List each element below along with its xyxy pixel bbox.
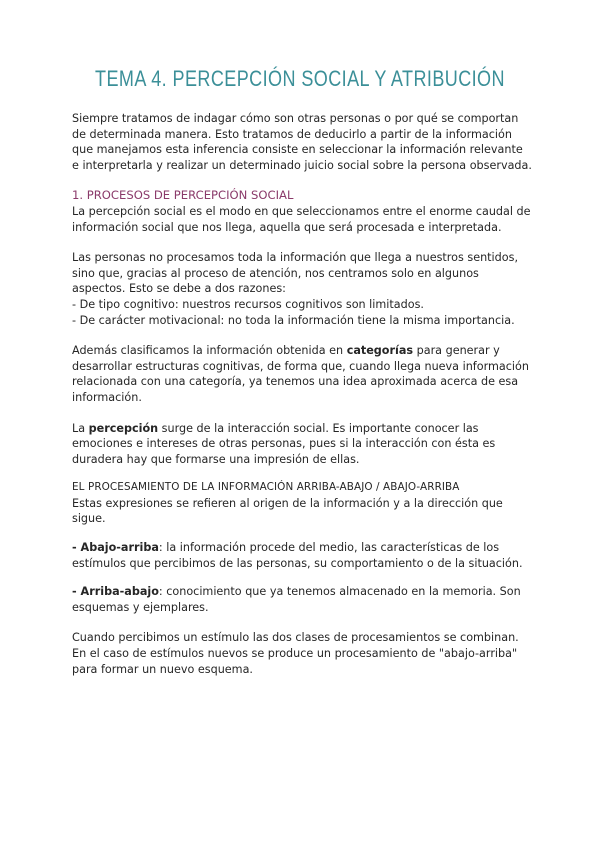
paragraph-origin: Estas expresiones se refieren al origen de la información y a la dirección que sigue. xyxy=(72,496,503,526)
reason-motivational: - De carácter motivacional: no toda la información tiene la misma importancia. xyxy=(72,313,515,327)
paragraph-definition: La percepción social es el modo en que seleccionamos entre el enorme caudal de información social que nos llega, aquella que será procesada e interpretada. xyxy=(72,204,531,234)
reason-cognitive: - De tipo cognitivo: nuestros recursos cognitivos son limitados. xyxy=(72,297,424,311)
paragraph-new-stimuli: En el caso de estímulos nuevos se produce un procesamiento de "abajo-arriba" para formar un nuevo esquema. xyxy=(72,647,518,676)
paragraph-categories: Además clasificamos la información obtenida en categorías para generar y desarrollar estructuras cognitivas, de forma que, cuando llega nueva información relacionada con una categoría, ya tenemos una idea aproximada acerca de esa información. xyxy=(72,344,529,404)
paragraph-combination: Cuando percibimos un estímulo las dos clases de procesamientos se combinan. xyxy=(72,631,519,645)
section-heading-perception: 1. PROCESOS DE PERCEPCIÓN SOCIAL xyxy=(72,188,294,203)
paragraph-attention: Las personas no procesamos toda la información que llega a nuestros sentidos, sino que, gracias al proceso de atención, nos centramos solo en algunos aspectos. Esto se debe a dos razones: xyxy=(72,251,518,296)
item-top-down: - Arriba-abajo: conocimiento que ya tenemos almacenado en la memoria. Son esquemas y ejemplares. xyxy=(72,585,521,614)
item-bottom-up: - Abajo-arriba: la información procede del medio, las características de los estímulos que percibimos de las personas, su comportamiento o de la situación. xyxy=(72,541,523,570)
intro-paragraph: Siempre tratamos de indagar cómo son otras personas o por qué se comportan de determinada manera. Esto tratamos de deducirlo a partir de la información que manejamos esta inferencia consiste en seleccionar la información relevante e interpretarla y realizar un determinado juicio social sobre la persona observada. xyxy=(72,112,532,172)
document-body xyxy=(72,111,532,677)
term-categorias: categorías xyxy=(346,344,414,358)
term-percepcion: percepción xyxy=(88,421,159,435)
section-heading-processing: EL PROCESAMIENTO DE LA INFORMACIÓN ARRIBA-ABAJO / ABAJO-ARRIBA xyxy=(72,481,460,494)
page-title: TEMA 4. PERCEPCIÓN SOCIAL Y ATRIBUCIÓN xyxy=(95,66,505,91)
paragraph-percepcion: La percepción surge de la interacción social. Es importante conocer las emociones e intereses de otras personas, pues si la interacción con ésta es duradera hay que formarse una impresión de ellas. xyxy=(72,421,496,466)
